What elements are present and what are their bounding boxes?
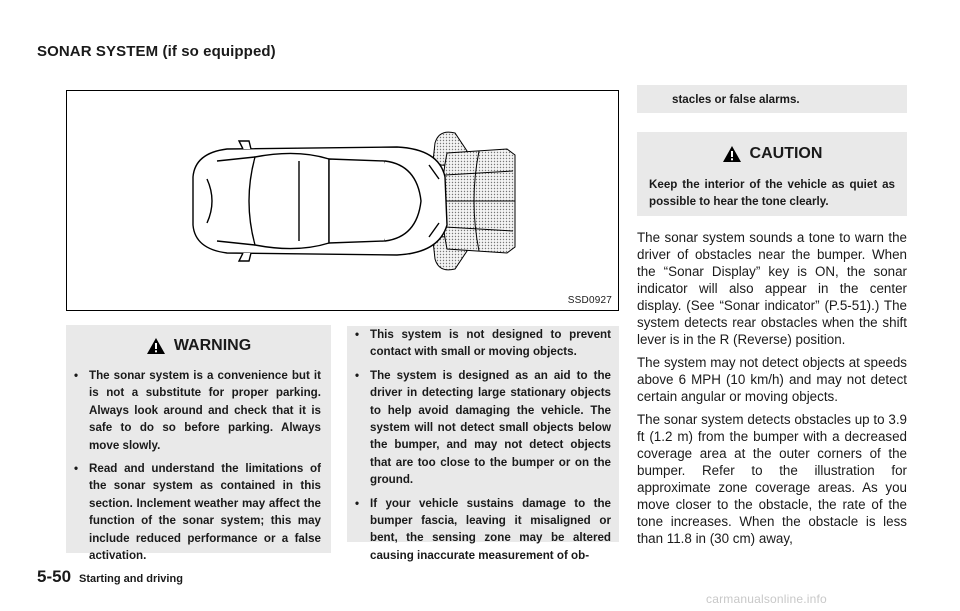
caution-heading: [637, 132, 907, 176]
car-top-view-diagram: [67, 91, 620, 312]
warning-panel: [66, 325, 331, 563]
warning-list: [66, 367, 331, 564]
caution-text: Keep the interior of the vehicle as quiet as possible to hear the tone clearly.: [649, 178, 895, 209]
sonar-zone-center: [442, 149, 515, 253]
section-title: SONAR SYSTEM (if so equipped): [37, 43, 276, 60]
caution-panel: [637, 132, 907, 216]
warning-item: • The system is designed as an aid to the driver in detecting large stationary objects to help avoid damaging the vehicle. The system will not detect small objects below the bumper, and may not detect objects that are too close to the bumper or on the ground.: [353, 367, 611, 489]
warning-heading: [66, 325, 331, 367]
warning-item: • Read and understand the limitations of the sonar system as contained in this section. Inclement weather may affect the function of the sonar system; this may include reduced performance or a false activation.: [72, 460, 321, 564]
warning-item: • If your vehicle sustains damage to the bumper fascia, leaving it misaligned or bent, the sensing zone may be altered causing inaccurate measurement of ob-: [353, 495, 611, 565]
sonar-illustration: [66, 90, 619, 311]
car-body: [193, 141, 447, 261]
warning-continuation: stacles or false alarms.: [637, 85, 907, 113]
body-text: [637, 229, 907, 553]
chapter-title: Starting and driving: [79, 573, 183, 585]
warning-icon: [146, 337, 166, 355]
figure-code: SSD0927: [567, 295, 612, 306]
body-paragraph: The system may not detect objects at speeds above 6 MPH (10 km/h) and may not detect certain angular or moving objects.: [637, 355, 907, 404]
body-paragraph: The sonar system sounds a tone to warn the driver of obstacles near the bumper. When the “Sonar Display” key is ON, the sonar indicator will also appear in the center display. (See “Sonar indicator” (P.5-51).) The system detects rear obstacles when the shift lever is in the R (Reverse) position.: [637, 230, 907, 347]
caution-icon: [722, 145, 742, 163]
page-number: 5-50: [37, 567, 72, 586]
watermark: carmanualsonline.info: [706, 592, 827, 606]
warning-panel-continued: [347, 326, 619, 562]
warning-item: • This system is not designed to prevent contact with small or moving objects.: [353, 326, 611, 361]
warning-item: • The sonar system is a convenience but it is not a substitute for proper parking. Always look around and check that it is safe to do so before parking. Always move slowly.: [72, 367, 321, 454]
warning-list-continued: [353, 326, 611, 564]
body-paragraph: The sonar system detects obstacles up to 3.9 ft (1.2 m) from the bumper with a decreased coverage area at the outer corners of the bumper. Refer to the illustration for approximate zone coverage areas. As you move closer to the obstacle, the rate of the tone increases. When the obstacle is less than 11.8 in (30 cm) away,: [637, 412, 907, 546]
warning-title: WARNING: [173, 337, 252, 354]
page-footer: [37, 567, 183, 587]
caution-title: CAUTION: [749, 145, 823, 162]
